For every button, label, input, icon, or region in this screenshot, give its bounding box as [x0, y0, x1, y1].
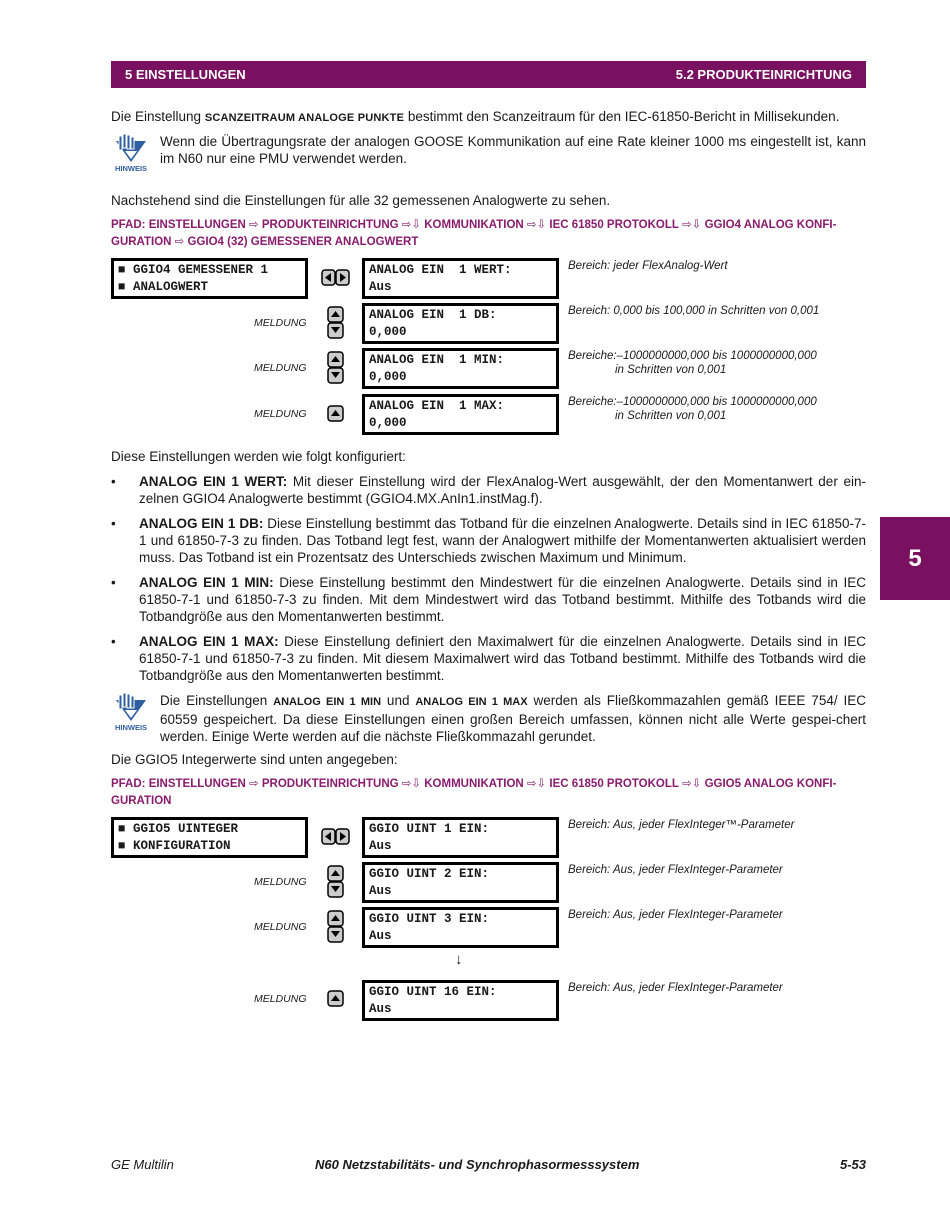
- bullet-dot: •: [111, 634, 116, 649]
- down-arrow-icon: ↓: [455, 951, 463, 968]
- note-text-part: und: [381, 693, 416, 708]
- setting-display: [362, 862, 559, 903]
- range-text-cont: in Schritten von 0,001: [615, 410, 727, 422]
- setting-range: [568, 395, 866, 423]
- intro-post: bestimmt den Scanzeitraum für den IEC-61850-Bericht in Millisekunden.: [404, 109, 840, 124]
- setting-display: [362, 907, 559, 948]
- bullet-text: Diese Einstellung definiert den Maximalwert für die einzelnen Analogwerte. Details sind in IEC 61850-7-1 und 61850-7-3 zu finden. Mit diesem Maximalwert wird das Totband bestimmt. Mithilfe des Totbands wird die Totbandgröße aus den Momentanwerten bestimmt.: [139, 634, 866, 683]
- bullet-text: Mit dieser Einstellung wird der FlexAnalog-Wert ausgewählt, der den Momentanwert der ein-zelnen GGIO4 Analogwerte bestimmt (GGIO4.MX.AnIn1.instMag.f).: [139, 474, 866, 506]
- setting-value: 0,000: [369, 416, 407, 430]
- setting-value: Aus: [369, 884, 392, 898]
- path-step: KOMMUNIKATION: [424, 778, 524, 790]
- setting-name: GGIO UINT 2 EIN:: [369, 867, 490, 881]
- path-arrow-icon: ⇨⇩: [523, 219, 550, 231]
- meldung-label: MELDUNG: [254, 921, 307, 933]
- note-box: [111, 692, 866, 746]
- range-text: Bereich: Aus, jeder FlexInteger-Parameter: [568, 909, 783, 921]
- chapter-title: 5 EINSTELLUNGEN: [125, 67, 246, 82]
- path-step: GGIO4 (32) GEMESSENER ANALOGWERT: [187, 236, 419, 248]
- setting-display: [362, 980, 559, 1021]
- hinweis-hand-icon: [111, 133, 151, 177]
- path-arrow-icon: ⇨⇩: [398, 219, 425, 231]
- meldung-label: MELDUNG: [254, 317, 307, 329]
- path-arrow-icon: ⇨: [245, 219, 262, 231]
- path-arrow-icon: ⇨⇩: [678, 219, 705, 231]
- setting-display: [362, 394, 559, 435]
- bullet-term: ANALOG EIN 1 MIN:: [139, 575, 274, 590]
- hinweis-hand-icon: [111, 692, 151, 736]
- intro-paragraph: [111, 108, 866, 127]
- setting-value: Aus: [369, 929, 392, 943]
- menu-header-line: ■ GGIO4 GEMESSENER 1: [118, 262, 301, 279]
- setting-range: [568, 981, 866, 995]
- menu-header-line: ■ KONFIGURATION: [118, 838, 301, 855]
- setting-value: Aus: [369, 1002, 392, 1016]
- note-text: [160, 692, 866, 745]
- path-arrow-icon: ⇨: [171, 236, 188, 248]
- bullet-text: Diese Einstellung bestimmt den Mindestwert für die einzelnen Analogwerte. Details sind in IEC 61850-7-1 und 61850-7-3 zu finden. Mit dem Mindestwert wird das Totband bestimmt. Mithilfe des Totbands wird die Totbandgröße aus den Momentanwerten bestimmt.: [139, 575, 866, 624]
- meldung-label: MELDUNG: [254, 408, 307, 420]
- setting-value: Aus: [369, 839, 392, 853]
- path-step: KOMMUNIKATION: [424, 219, 524, 231]
- path-step: IEC 61850 PROTOKOLL: [549, 219, 679, 231]
- range-text: Bereiche:–1000000000,000 bis 1000000000,000: [568, 350, 817, 362]
- menu-header-display: [111, 817, 308, 858]
- left-right-keys-icon: [321, 260, 351, 294]
- bullet-term: ANALOG EIN 1 WERT:: [139, 474, 288, 489]
- setting-range: [568, 818, 866, 832]
- path-label: PFAD: EINSTELLUNGEN: [111, 778, 246, 790]
- menu-header-line: ■ ANALOGWERT: [118, 279, 301, 296]
- menu-path: [111, 217, 866, 251]
- intro-pre: Die Einstellung: [111, 109, 205, 124]
- setting-display: [362, 303, 559, 344]
- bullet-term: ANALOG EIN 1 DB:: [139, 516, 264, 531]
- up-down-keys-icon: [321, 865, 351, 899]
- up-key-icon: [321, 985, 351, 1019]
- meldung-label: MELDUNG: [254, 993, 307, 1005]
- setting-display: [362, 258, 559, 299]
- note-setting-name: ANALOG EIN 1 MAX: [415, 696, 528, 708]
- up-down-keys-icon: [321, 306, 351, 340]
- path-step: GGIO5 ANALOG KONFI-GURATION: [111, 778, 837, 807]
- path-arrow-icon: ⇨⇩: [398, 778, 425, 790]
- ggio5-intro: Die GGIO5 Integerwerte sind unten angegeben:: [111, 752, 398, 767]
- menu-header-line: ■ GGIO5 UINTEGER: [118, 821, 301, 838]
- range-text-cont: in Schritten von 0,001: [615, 364, 727, 376]
- range-text: Bereich: jeder FlexAnalog-Wert: [568, 260, 728, 272]
- range-text: Bereiche:–1000000000,000 bis 1000000000,000: [568, 396, 817, 408]
- bullet-term: ANALOG EIN 1 MAX:: [139, 634, 279, 649]
- analog-intro: Nachstehend sind die Einstellungen für alle 32 gemessenen Analogwerte zu sehen.: [111, 193, 611, 208]
- setting-range: [568, 349, 866, 377]
- menu-path: [111, 776, 866, 810]
- up-key-icon: [321, 400, 351, 434]
- path-label: PFAD: EINSTELLUNGEN: [111, 219, 246, 231]
- bullet-text: Diese Einstellung bestimmt das Totband für die einzelnen Analogwerte. Details sind in IEC 61850-7-1 und 61850-7-3 zu finden. Das Totband legt fest, wann der Analogwert mithilfe der Momentanwerten aktualisiert werden muss. Das Totband ist ein Prozentsatz des Unterschieds zwischen Maximum und Minimum.: [139, 516, 866, 565]
- setting-name: ANALOG EIN 1 MAX:: [369, 399, 505, 413]
- note-label: HINWEIS: [114, 723, 148, 732]
- up-down-keys-icon: [321, 351, 351, 385]
- setting-range: [568, 863, 866, 877]
- setting-range: [568, 259, 866, 273]
- section-title: 5.2 PRODUKTEINRICHTUNG: [675, 67, 852, 82]
- range-text: Bereich: Aus, jeder FlexInteger™-Parameter: [568, 819, 795, 831]
- range-text: Bereich: Aus, jeder FlexInteger-Parameter: [568, 864, 783, 876]
- setting-name: GGIO UINT 3 EIN:: [369, 912, 490, 926]
- path-step: PRODUKTEINRICHTUNG: [261, 778, 399, 790]
- path-arrow-icon: ⇨: [245, 778, 262, 790]
- range-text: Bereich: 0,000 bis 100,000 in Schritten von 0,001: [568, 305, 820, 317]
- setting-range: [568, 908, 866, 922]
- path-step: GGIO4 ANALOG KONFI-GURATION: [111, 219, 837, 248]
- config-intro: Diese Einstellungen werden wie folgt konfiguriert:: [111, 449, 406, 464]
- footer-page-number: 5-53: [839, 1157, 866, 1172]
- setting-display: [362, 817, 559, 858]
- setting-value: 0,000: [369, 325, 407, 339]
- note-setting-name: ANALOG EIN 1 MIN: [273, 696, 382, 708]
- left-right-keys-icon: [321, 819, 351, 853]
- setting-range: [568, 304, 866, 318]
- note-box: [111, 133, 866, 177]
- path-arrow-icon: ⇨⇩: [523, 778, 550, 790]
- intro-setting-name: SCANZEITRAUM ANALOGE PUNKTE: [204, 112, 405, 124]
- note-text-part: Die Einstellungen: [160, 693, 274, 708]
- setting-name: ANALOG EIN 1 MIN:: [369, 353, 505, 367]
- section-header: [111, 61, 866, 88]
- path-arrow-icon: ⇨⇩: [678, 778, 705, 790]
- meldung-label: MELDUNG: [254, 876, 307, 888]
- setting-name: GGIO UINT 16 EIN:: [369, 985, 497, 999]
- setting-value: 0,000: [369, 370, 407, 384]
- setting-name: ANALOG EIN 1 WERT:: [369, 263, 512, 277]
- note-label: HINWEIS: [114, 164, 148, 173]
- bullet-dot: •: [111, 516, 116, 531]
- footer-company: GE Multilin: [111, 1157, 174, 1172]
- setting-value: Aus: [369, 280, 392, 294]
- footer-title: N60 Netzstabilitäts- und Synchrophasormesssystem: [315, 1157, 640, 1172]
- range-text: Bereich: Aus, jeder FlexInteger-Parameter: [568, 982, 783, 994]
- path-step: IEC 61850 PROTOKOLL: [549, 778, 679, 790]
- note-text-part: werden als Fließkommazahlen gemäß IEEE 754/ IEC 60559 gespeichert. Da diese Einstellungen einen großen Bereich umfassen, können nicht alle Werte gespei-chert werden. Einige Werte werden auf die nächste Fließkommazahl gerundet.: [160, 693, 866, 744]
- meldung-label: MELDUNG: [254, 362, 307, 374]
- setting-name: GGIO UINT 1 EIN:: [369, 822, 490, 836]
- menu-header-display: [111, 258, 308, 299]
- setting-name: ANALOG EIN 1 DB:: [369, 308, 497, 322]
- bullet-dot: •: [111, 575, 116, 590]
- chapter-tab: 5: [880, 517, 950, 600]
- setting-display: [362, 348, 559, 389]
- note-text: Wenn die Übertragungsrate der analogen GOOSE Kommunikation auf eine Rate kleiner 1000 ms eingestellt ist, kann im N60 nur eine PMU verwendet werden.: [160, 134, 866, 166]
- bullet-dot: •: [111, 474, 116, 489]
- path-step: PRODUKTEINRICHTUNG: [261, 219, 399, 231]
- up-down-keys-icon: [321, 910, 351, 944]
